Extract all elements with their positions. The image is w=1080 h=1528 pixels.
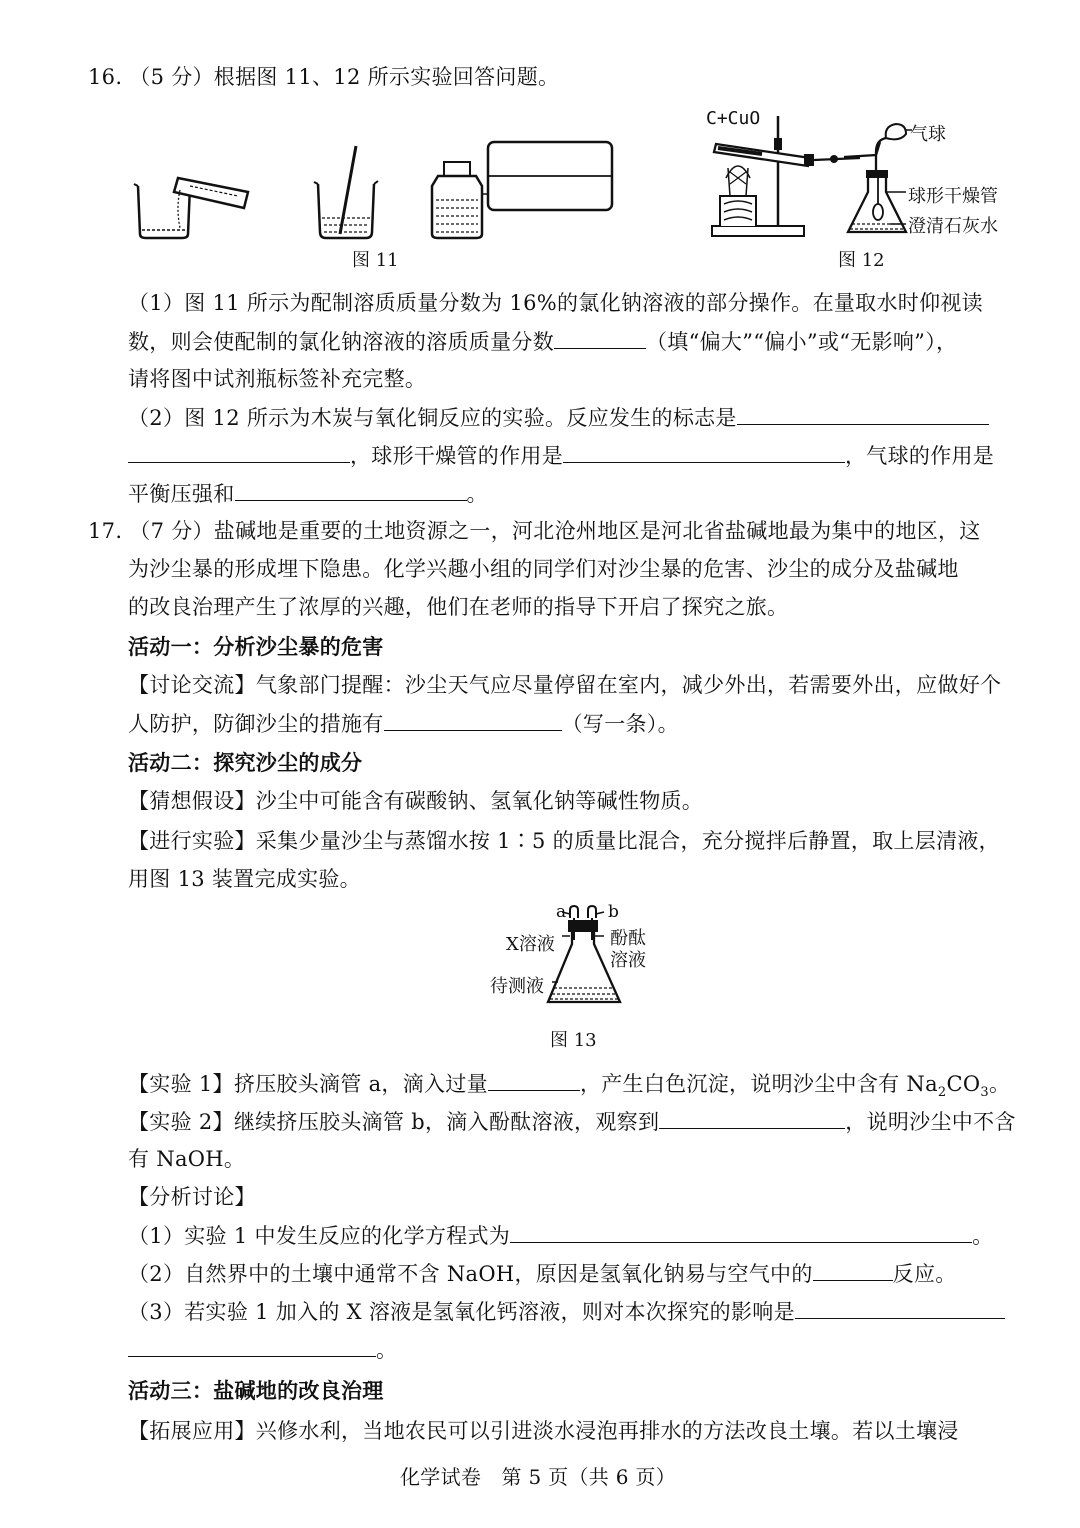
fig12-label-reagent: C+CuO: [706, 108, 761, 129]
experiment-2-line2: 有 NaOH。: [128, 1147, 246, 1171]
answer-blank[interactable]: [659, 1106, 845, 1129]
q17-line1: 17. （7 分）盐碱地是重要的土地资源之一，河北沧州地区是河北省盐碱地最为集中的地区，这: [88, 519, 981, 543]
answer-blank[interactable]: [384, 708, 562, 731]
fig13-label-a: a: [556, 902, 567, 922]
fig12-label-balloon: 气球: [910, 124, 946, 145]
fig12-label-limewater: 澄清石灰水: [908, 216, 998, 237]
answer-blank[interactable]: [235, 478, 467, 501]
fig13-caption: 图 13: [550, 1030, 597, 1051]
q17-line3: 的改良治理产生了浓厚的兴趣，他们在老师的指导下开启了探究之旅。: [128, 595, 789, 619]
fig12-caption: 图 12: [838, 250, 885, 271]
analysis-3-line2: 。: [128, 1334, 397, 1365]
discussion-line1: 【讨论交流】气象部门提醒：沙尘天气应尽量停留在室内，减少外出，若需要外出，应做好个: [128, 673, 1002, 697]
q16-p1-line3: 请将图中试剂瓶标签补充完整。: [128, 367, 427, 391]
experiment-1-line: 【实验 1】挤压胶头滴管 a，滴入过量 ，产生白色沉淀，说明沙尘中含有 $Na_2CO_3$。: [128, 1068, 1010, 1108]
answer-blank[interactable]: [563, 440, 845, 463]
answer-blank[interactable]: [488, 1068, 580, 1091]
extension-line: 【拓展应用】兴修水利，当地农民可以引进淡水浸泡再排水的方法改良土壤。若以土壤浸: [128, 1419, 959, 1443]
answer-blank[interactable]: [795, 1296, 1005, 1319]
activity-2-heading: 活动二：探究沙尘的成分: [128, 751, 363, 775]
activity-3-heading: 活动三：盐碱地的改良治理: [128, 1379, 384, 1403]
q16-p1-line1: （1）图 11 所示为配制溶质质量分数为 16%的氯化钠溶液的部分操作。在量取水时仰视读: [128, 291, 983, 315]
fig11-diagram: [120, 128, 630, 248]
page-footer: 化学试卷 第 5 页（共 6 页）: [400, 1465, 676, 1489]
hypothesis-line: 【猜想假设】沙尘中可能含有碳酸钠、氢氧化钠等碱性物质。: [128, 789, 704, 813]
answer-blank[interactable]: [737, 402, 989, 425]
fig11-caption: 图 11: [352, 250, 399, 271]
fig13-label-x-solution: X溶液: [506, 934, 555, 955]
analysis-3-line1: （3）若实验 1 加入的 X 溶液是氢氧化钙溶液，则对本次探究的影响是: [128, 1296, 1005, 1327]
q16-p1-line2: 数，则会使配制的氯化钠溶液的溶质质量分数 （填“偏大”“偏小”或“无影响”），: [128, 326, 957, 357]
discussion-line2: 人防护，防御沙尘的措施有 （写一条）。: [128, 708, 679, 739]
fig13-label-b: b: [608, 902, 619, 922]
q17-line2: 为沙尘暴的形成埋下隐患。化学兴趣小组的同学们对沙尘暴的危害、沙尘的成分及盐碱地: [128, 557, 959, 581]
activity-1-heading: 活动一：分析沙尘暴的危害: [128, 635, 384, 659]
fig12-label-drying-tube: 球形干燥管: [908, 186, 998, 207]
q16-p2-line1: （2）图 12 所示为木炭与氧化铜反应的实验。反应发生的标志是: [128, 402, 989, 433]
answer-blank[interactable]: [554, 326, 646, 349]
answer-blank[interactable]: [813, 1258, 893, 1281]
analysis-2-line: （2）自然界中的土壤中通常不含 NaOH，原因是氢氧化钠易与空气中的 反应。: [128, 1258, 957, 1289]
experiment-2-line1: 【实验 2】继续挤压胶头滴管 b，滴入酚酞溶液，观察到 ，说明沙尘中不含: [128, 1106, 1016, 1137]
experiment-line1: 【进行实验】采集少量沙尘与蒸馏水按 1∶5 的质量比混合，充分搅拌后静置，取上层清液，: [128, 829, 1000, 853]
fig13-label-phenolphthalein-1: 酚酞: [610, 928, 646, 949]
analysis-1-line: （1）实验 1 中发生反应的化学方程式为 。: [128, 1220, 993, 1251]
q16-p2-line3: 平衡压强和 。: [128, 478, 488, 509]
answer-blank[interactable]: [128, 1334, 376, 1357]
fig13-label-phenolphthalein-2: 溶液: [610, 950, 646, 971]
fig13-label-sample: 待测液: [490, 976, 544, 997]
experiment-line2: 用图 13 装置完成实验。: [128, 867, 361, 891]
q16-header: 16. （5 分）根据图 11、12 所示实验回答问题。: [88, 65, 560, 89]
q16-p2-line2: ，球形干燥管的作用是 ，气球的作用是: [128, 440, 994, 471]
answer-blank[interactable]: [510, 1220, 972, 1243]
analysis-heading: 【分析讨论】: [128, 1185, 256, 1209]
answer-blank[interactable]: [128, 440, 350, 463]
